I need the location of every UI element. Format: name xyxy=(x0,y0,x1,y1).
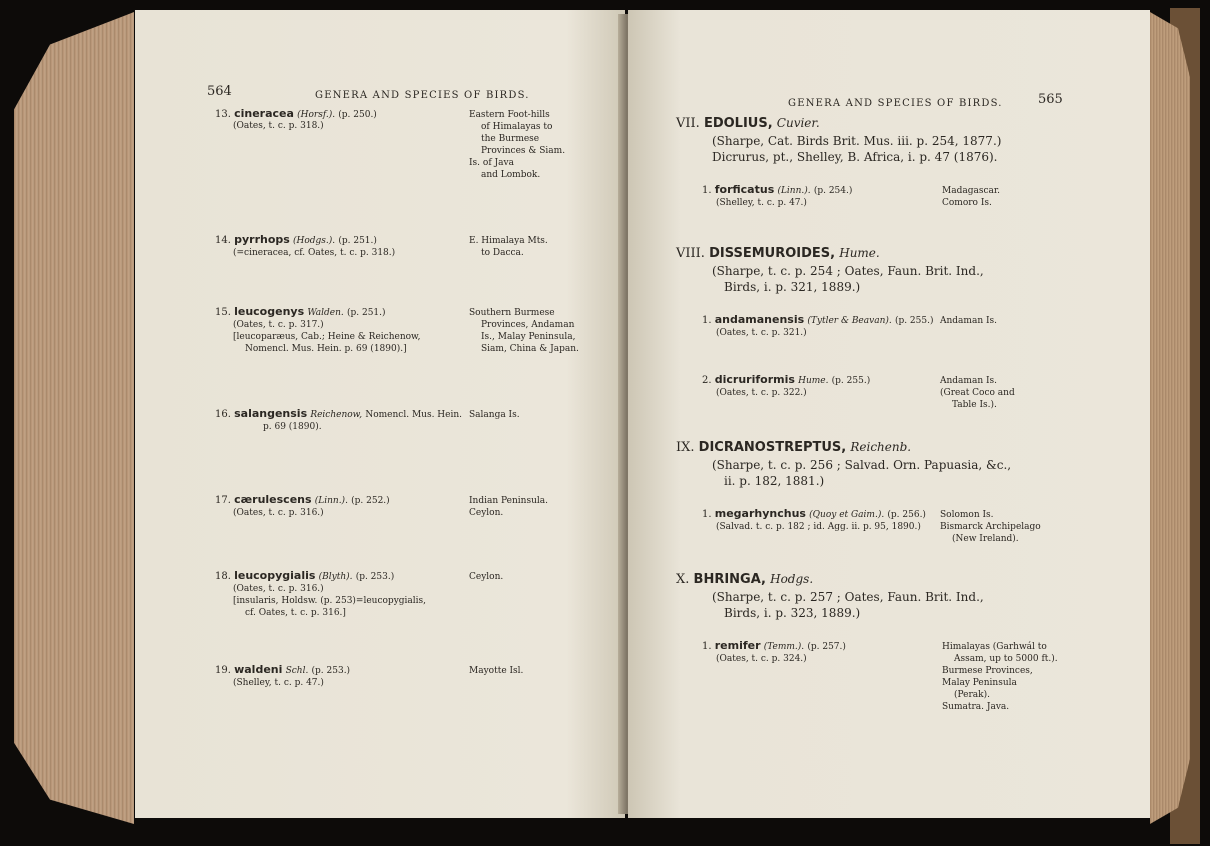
species-name: dicruriformis xyxy=(714,373,795,386)
species-range: Solomon Is. xyxy=(940,510,994,520)
entry-16-note: p. 69 (1890). xyxy=(263,422,322,432)
species-note: (Oates, t. c. p. 324.) xyxy=(716,654,807,664)
page-edges-left xyxy=(14,12,134,824)
right-page-number: 565 xyxy=(1038,92,1063,107)
species-note: (Oates, t. c. p. 321.) xyxy=(716,328,807,338)
entry-16: 16. salangensis Reichenow, Nomencl. Mus. Hein. xyxy=(215,407,463,420)
species-name: waldeni xyxy=(234,663,283,676)
species-name: megarhynchus xyxy=(714,507,806,520)
entry-17-note: (Oates, t. c. p. 316.) xyxy=(233,508,324,518)
species-note: (Salvad. t. c. p. 182 ; id. Agg. ii. p. 95, 1890.) xyxy=(716,522,921,532)
species-range: Madagascar. xyxy=(942,186,1001,196)
entry-14: 14. pyrrhops (Hodgs.). (p. 251.) xyxy=(215,233,377,246)
species-dicruriformis: 2. dicruriformis Hume. (p. 255.) xyxy=(702,373,871,386)
species-name: remifer xyxy=(714,639,761,652)
entry-13: 13. cineracea (Horsf.). (p. 250.) xyxy=(215,107,377,120)
species-name: cineracea xyxy=(234,107,294,120)
species-range: Himalayas (Garhwál to xyxy=(942,642,1047,652)
entry-18-range: Ceylon. xyxy=(469,572,504,582)
species-name: pyrrhops xyxy=(234,233,290,246)
entry-18: 18. leucopygialis (Blyth). (p. 253.) xyxy=(215,569,395,582)
species-name: leucopygialis xyxy=(234,569,316,582)
species-name: leucogenys xyxy=(234,305,305,318)
entry-19: 19. waldeni Schl. (p. 253.) xyxy=(215,663,351,676)
entry-19-note: (Shelley, t. c. p. 47.) xyxy=(233,678,324,688)
genus-x-heading: X. BHRINGA, Hodgs. xyxy=(676,572,814,587)
genus-viii-ref: (Sharpe, t. c. p. 254 ; Oates, Faun. Brit. Ind., xyxy=(712,264,984,278)
genus-vii-ref: (Sharpe, Cat. Birds Brit. Mus. iii. p. 254, 1877.) xyxy=(712,134,1002,148)
species-name: andamanensis xyxy=(714,313,805,326)
entry-16-range: Salanga Is. xyxy=(469,410,520,420)
entry-14-range: E. Himalaya Mts. xyxy=(469,236,548,246)
genus-viii-heading: VIII. DISSEMUROIDES, Hume. xyxy=(676,246,880,261)
left-running-head: GENERA AND SPECIES OF BIRDS. xyxy=(315,90,530,101)
species-megarhynchus: 1. megarhynchus (Quoy et Gaim.). (p. 256.) xyxy=(702,507,926,520)
species-forficatus: 1. forficatus (Linn.). (p. 254.) xyxy=(702,183,853,196)
right-running-head: GENERA AND SPECIES OF BIRDS. xyxy=(788,98,1003,109)
species-note: (Shelley, t. c. p. 47.) xyxy=(716,198,807,208)
species-andamanensis: 1. andamanensis (Tytler & Beavan). (p. 255.) xyxy=(702,313,934,326)
species-name: cærulescens xyxy=(234,493,312,506)
entry-14-note: (=cineracea, cf. Oates, t. c. p. 318.) xyxy=(233,248,396,258)
entry-13-note: (Oates, t. c. p. 318.) xyxy=(233,121,324,131)
left-page: 564 GENERA AND SPECIES OF BIRDS. 13. cineracea (Horsf.). (p. 250.) (Oates, t. c. p. 318.) Eastern Foot-hills of Himalayas to the Burmese Provinces & Siam. Is. of Java and Lombok. 14. pyrrhops (Hodgs.). (p. 251.) (=cineracea, cf. Oates, t. c. p. 318.) E. Himalaya Mts. to Dacca. 15. leucogenys Walden. (p. 251.) (Oates, t. c. p. 317.) [leucoparæus, Cab.; Heine & Reichenow, Nomencl. Mus. Hein. p. 69 (1890).] Southern Burmese Provinces, Andaman Is., Malay Peninsula, Siam, China & Japan. 16. salangensis Reichenow, Nomencl. Mus. Hein. p. 69 (1890). Salanga Is. 17. cærulescens (Linn.). (p. 252.) (Oates, t. c. p. 316.) Indian Peninsula. Ceylon. 18. leucopygialis (Blyth). (p. 253.) (Oates, t. c. p. 316.) [insularis, Holdsw. (p. 253)=leucopygialis, cf. Oates, t. c. p. 316.] Ceylon. 19. waldeni Schl. (p. 253.) (Shelley, t. c. p. 47.) Mayotte Isl. xyxy=(135,10,625,818)
entry-19-range: Mayotte Isl. xyxy=(469,666,524,676)
species-range: Andaman Is. xyxy=(940,316,998,326)
entry-15-range: Southern Burmese xyxy=(469,308,555,318)
species-name: salangensis xyxy=(234,407,308,420)
genus-vii-heading: VII. EDOLIUS, Cuvier. xyxy=(676,116,820,131)
entry-18-note: (Oates, t. c. p. 316.) xyxy=(233,584,324,594)
page-edges-right xyxy=(1150,12,1190,824)
entry-13-range: Eastern Foot-hills xyxy=(469,110,550,120)
entry-17: 17. cærulescens (Linn.). (p. 252.) xyxy=(215,493,390,506)
species-range: Andaman Is. xyxy=(940,376,998,386)
entry-17-range: Indian Peninsula. xyxy=(469,496,548,506)
left-page-number: 564 xyxy=(207,84,232,99)
species-note: (Oates, t. c. p. 322.) xyxy=(716,388,807,398)
entry-15: 15. leucogenys Walden. (p. 251.) xyxy=(215,305,386,318)
species-remifer: 1. remifer (Temm.). (p. 257.) xyxy=(702,639,846,652)
genus-ix-heading: IX. DICRANOSTREPTUS, Reichenb. xyxy=(676,440,912,455)
genus-ix-ref: (Sharpe, t. c. p. 256 ; Salvad. Orn. Papuasia, &c., xyxy=(712,458,1012,472)
right-page: GENERA AND SPECIES OF BIRDS. 565 VII. EDOLIUS, Cuvier. (Sharpe, Cat. Birds Brit. Mus. iii. p. 254, 1877.) Dicrurus, pt., Shelley, B. Africa, i. p. 47 (1876). 1. forficatus (Linn.). (p. 254.) (Shelley, t. c. p. 47.) Madagascar. Comoro Is. VIII. DISSEMUROIDES, Hume. (Sharpe, t. c. p. 254 ; Oates, Faun. Brit. Ind., Birds, i. p. 321, 1889.) 1. andamanensis (Tytler & Beavan). (p. 255.) (Oates, t. c. p. 321.) Andaman Is. 2. dicruriformis Hume. (p. 255.) (Oates, t. c. p. 322.) Andaman Is. (Great Coco and Table Is.). IX. DICRANOSTREPTUS, Reichenb. (Sharpe, t. c. p. 256 ; Salvad. Orn. Papuasia, &c., ii. p. 182, 1881.) 1. megarhynchus (Quoy et Gaim.). (p. 256.) (Salvad. t. c. p. 182 ; id. Agg. ii. p. 95, 1890.) Solomon Is. Bismarck Archipelago (New Ireland). X. BHRINGA, Hodgs. (Sharpe, t. c. p. 257 ; Oates, Faun. Brit. Ind., Birds, i. p. 323, 1889.) 1. remifer (Temm.). (p. 257.) (Oates, t. c. p. 324.) Himalayas (Garhwál to Assam, up to 5000 ft.). Burmese Provinces, Malay Peninsula (Perak). Sumatra. Java. xyxy=(628,10,1150,818)
entry-15-note: (Oates, t. c. p. 317.) xyxy=(233,320,324,330)
genus-x-ref: (Sharpe, t. c. p. 257 ; Oates, Faun. Brit. Ind., xyxy=(712,590,984,604)
species-name: forficatus xyxy=(714,183,775,196)
